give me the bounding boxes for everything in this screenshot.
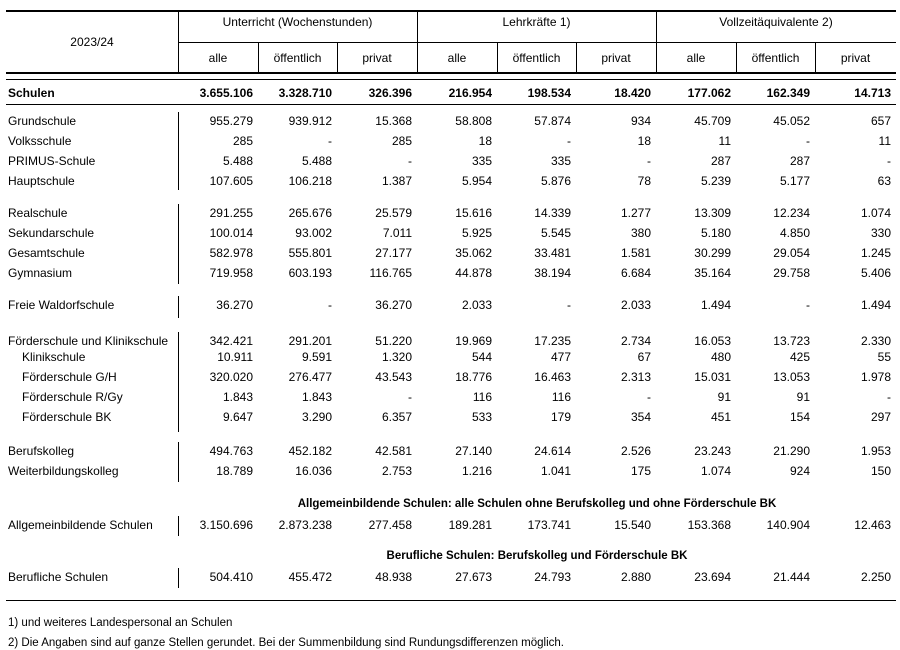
table-cell: 29.758: [773, 266, 810, 280]
table-cell: 603.193: [288, 266, 332, 280]
table-cell: 43.543: [375, 370, 412, 384]
table-cell: 27.140: [455, 444, 492, 458]
table-cell: 2.734: [620, 334, 651, 348]
table-cell: 107.605: [209, 174, 253, 188]
row-label: Gymnasium: [8, 266, 73, 280]
table-cell: 5.406: [860, 266, 891, 280]
table-cell: 29.054: [773, 246, 810, 260]
table-cell: 13.723: [773, 334, 810, 348]
table-cell: 4.850: [779, 226, 810, 240]
table-cell: 452.182: [288, 444, 332, 458]
table-cell: 51.220: [375, 334, 412, 348]
table-cell: -: [328, 298, 332, 312]
table-cell: 2.526: [620, 444, 651, 458]
row-label: Weiterbildungskolleg: [8, 464, 119, 478]
table-cell: 9.647: [222, 410, 253, 424]
table-cell: 15.616: [455, 206, 492, 220]
table-cell: 12.234: [773, 206, 810, 220]
table-cell: 15.031: [694, 370, 731, 384]
table-cell: 14.713: [854, 86, 891, 100]
table-cell: 3.655.106: [199, 86, 253, 100]
table-cell: 21.290: [773, 444, 810, 458]
subheader-privat: privat: [601, 51, 631, 65]
table-cell: 162.349: [766, 86, 810, 100]
table-cell: -: [806, 298, 810, 312]
table-cell: 2.880: [620, 570, 651, 584]
top-border: [6, 10, 896, 12]
table-cell: 9.591: [301, 350, 332, 364]
table-cell: 19.969: [455, 334, 492, 348]
table-cell: 1.320: [381, 350, 412, 364]
table-cell: 1.581: [620, 246, 651, 260]
table-cell: 154: [789, 410, 810, 424]
table-cell: 116: [472, 390, 492, 404]
table-cell: 5.876: [540, 174, 571, 188]
table-cell: 42.581: [375, 444, 412, 458]
table-cell: 153.368: [687, 518, 731, 532]
table-cell: 100.014: [209, 226, 253, 240]
table-cell: 91: [717, 390, 731, 404]
table-cell: 5.488: [222, 154, 253, 168]
table-cell: -: [806, 134, 810, 148]
table-cell: 924: [789, 464, 810, 478]
table-cell: -: [887, 390, 891, 404]
table-cell: 342.421: [209, 334, 253, 348]
table-cell: -: [887, 154, 891, 168]
table-cell: 198.534: [527, 86, 571, 100]
table-cell: 555.801: [288, 246, 332, 260]
table-cell: 55: [877, 350, 891, 364]
table-cell: 45.709: [694, 114, 731, 128]
table-cell: 177.062: [687, 86, 731, 100]
table-cell: 2.033: [461, 298, 492, 312]
table-cell: 18.776: [455, 370, 492, 384]
table-cell: 544: [471, 350, 492, 364]
table-cell: 14.339: [534, 206, 571, 220]
table-cell: 2.250: [860, 570, 891, 584]
table-cell: 116: [551, 390, 571, 404]
table-cell: 5.925: [461, 226, 492, 240]
table-cell: 297: [870, 410, 891, 424]
table-cell: 285: [391, 134, 412, 148]
table-cell: 189.281: [448, 518, 492, 532]
table-cell: 35.062: [455, 246, 492, 260]
table-cell: 23.694: [694, 570, 731, 584]
table-cell: 5.954: [461, 174, 492, 188]
table-cell: 335: [471, 154, 492, 168]
table-cell: 173.741: [527, 518, 571, 532]
table-cell: 18.789: [216, 464, 253, 478]
table-cell: 939.912: [288, 114, 332, 128]
table-cell: 91: [796, 390, 810, 404]
table-bottom-border: [6, 600, 896, 601]
table-cell: 425: [789, 350, 810, 364]
total-row-divider: [6, 104, 896, 105]
table-cell: 1.387: [381, 174, 412, 188]
table-cell: -: [647, 390, 651, 404]
table-cell: 175: [630, 464, 651, 478]
table-cell: 27.177: [375, 246, 412, 260]
table-cell: 67: [637, 350, 651, 364]
table-cell: 10.911: [217, 350, 253, 364]
table-cell: 93.002: [295, 226, 332, 240]
section-heading-allgemeinbildend: Allgemeinbildende Schulen: alle Schulen ohne Berufskolleg und ohne Förderschule BK: [297, 498, 777, 510]
table-cell: 27.673: [455, 570, 492, 584]
table-cell: 1.494: [860, 298, 891, 312]
row-label: Förderschule G/H: [22, 370, 117, 384]
table-cell: 5.180: [700, 226, 731, 240]
table-cell: 6.684: [620, 266, 651, 280]
row-label: Klinikschule: [22, 350, 86, 364]
table-cell: -: [647, 154, 651, 168]
table-cell: 2.753: [381, 464, 412, 478]
row-label: Schulen: [8, 86, 55, 100]
table-cell: 330: [870, 226, 891, 240]
table-cell: 24.793: [534, 570, 571, 584]
table-cell: 285: [232, 134, 253, 148]
table-cell: 216.954: [448, 86, 492, 100]
table-cell: 30.299: [694, 246, 731, 260]
table-cell: 1.245: [860, 246, 891, 260]
table-cell: 1.074: [700, 464, 731, 478]
table-cell: 25.579: [375, 206, 412, 220]
table-cell: 455.472: [288, 570, 332, 584]
row-label: Förderschule BK: [22, 410, 112, 424]
group-header-vollzeitaequivalente: Vollzeitäquivalente 2): [719, 15, 833, 29]
row-label: Allgemeinbildende Schulen: [8, 518, 153, 532]
table-cell: 6.357: [381, 410, 412, 424]
row-label: Hauptschule: [8, 174, 75, 188]
table-cell: 44.878: [455, 266, 492, 280]
table-cell: 12.463: [854, 518, 891, 532]
table-cell: 11: [878, 134, 891, 148]
row-label: Realschule: [8, 206, 68, 220]
table-cell: 18: [637, 134, 651, 148]
table-cell: -: [567, 134, 571, 148]
subheader-oeffentlich: öffentlich: [273, 51, 322, 65]
group-header-lehrkraefte: Lehrkräfte 1): [502, 15, 571, 29]
table-cell: 179: [550, 410, 571, 424]
table-cell: 533: [471, 410, 492, 424]
table-cell: 1.074: [860, 206, 891, 220]
table-cell: 16.053: [694, 334, 731, 348]
table-cell: 116.765: [369, 266, 412, 280]
row-label: Volksschule: [8, 134, 72, 148]
table-cell: 11: [718, 134, 731, 148]
section-heading-beruflich: Berufliche Schulen: Berufskolleg und Förderschule BK: [386, 550, 688, 562]
table-cell: 38.194: [534, 266, 571, 280]
table-cell: 719.958: [209, 266, 253, 280]
table-cell: -: [408, 154, 412, 168]
subheader-privat: privat: [840, 51, 871, 65]
table-cell: 5.239: [700, 174, 731, 188]
table-cell: 57.874: [534, 114, 571, 128]
table-cell: 451: [710, 410, 731, 424]
table-cell: 140.904: [766, 518, 810, 532]
table-cell: 2.330: [860, 334, 891, 348]
table-cell: 63: [877, 174, 891, 188]
subheader-oeffentlich: öffentlich: [512, 51, 561, 65]
table-cell: 955.279: [209, 114, 253, 128]
table-cell: 380: [630, 226, 651, 240]
footnote-2: 2) Die Angaben sind auf ganze Stellen gerundet. Bei der Summenbildung sind Rundungsdifferenzen möglich.: [8, 637, 564, 649]
table-cell: 5.488: [301, 154, 332, 168]
table-cell: 277.458: [368, 518, 412, 532]
table-cell: 58.808: [455, 114, 492, 128]
table-cell: 13.309: [694, 206, 731, 220]
table-cell: 23.243: [694, 444, 731, 458]
table-cell: 326.396: [368, 86, 412, 100]
table-cell: 7.011: [382, 226, 412, 240]
row-label: Freie Waldorfschule: [8, 298, 115, 312]
subheader-privat: privat: [362, 51, 392, 65]
table-cell: 18: [478, 134, 492, 148]
row-label: Sekundarschule: [8, 226, 95, 240]
table-cell: 5.177: [779, 174, 810, 188]
table-cell: 287: [789, 154, 810, 168]
table-cell: 150: [870, 464, 891, 478]
table-cell: 657: [870, 114, 891, 128]
row-label: Berufliche Schulen: [8, 570, 109, 584]
table-cell: 21.444: [773, 570, 810, 584]
row-label: Förderschule R/Gy: [22, 390, 123, 404]
table-cell: 1.494: [700, 298, 731, 312]
table-cell: -: [328, 134, 332, 148]
table-cell: 3.290: [301, 410, 332, 424]
table-cell: 934: [630, 114, 651, 128]
table-cell: 291.201: [288, 334, 332, 348]
table-cell: -: [408, 390, 412, 404]
summary-divider: [6, 79, 896, 80]
table-cell: 36.270: [216, 298, 253, 312]
table-cell: 494.763: [209, 444, 253, 458]
table-cell: 335: [550, 154, 571, 168]
table-cell: 2.313: [620, 370, 651, 384]
table-cell: 276.477: [288, 370, 332, 384]
table-cell: 2.873.238: [278, 518, 332, 532]
table-cell: 1.277: [620, 206, 651, 220]
table-cell: 1.978: [860, 370, 891, 384]
table-cell: 291.255: [209, 206, 253, 220]
table-cell: 1.041: [540, 464, 571, 478]
table-cell: 1.843: [301, 390, 332, 404]
table-cell: -: [567, 298, 571, 312]
row-label: PRIMUS-Schule: [8, 154, 96, 168]
table-cell: 13.053: [773, 370, 810, 384]
table-cell: 35.164: [694, 266, 731, 280]
table-cell: 36.270: [375, 298, 412, 312]
subheader-oeffentlich: öffentlich: [751, 51, 800, 65]
table-cell: 1.843: [222, 390, 253, 404]
group-divider: [178, 42, 896, 43]
table-cell: 17.235: [534, 334, 571, 348]
row-label: Grundschule: [8, 114, 77, 128]
table-cell: 477: [550, 350, 571, 364]
row-label: Gesamtschule: [8, 246, 85, 260]
table-cell: 48.938: [375, 570, 412, 584]
table-cell: 106.218: [288, 174, 332, 188]
row-label: Förderschule und Klinikschule: [8, 334, 169, 348]
table-cell: 15.368: [375, 114, 412, 128]
subheader-alle: alle: [447, 51, 467, 65]
header-bottom-border: [6, 72, 896, 74]
table-cell: 1.216: [461, 464, 492, 478]
year-label: 2023/24: [70, 35, 114, 49]
table-cell: 320.020: [209, 370, 253, 384]
table-cell: 480: [710, 350, 731, 364]
row-label: Berufskolleg: [8, 444, 75, 458]
subheader-alle: alle: [208, 51, 228, 65]
table-cell: 354: [630, 410, 651, 424]
table-cell: 18.420: [614, 86, 651, 100]
table-cell: 287: [710, 154, 731, 168]
table-cell: 2.033: [620, 298, 651, 312]
table-cell: 582.978: [209, 246, 253, 260]
table-cell: 3.328.710: [278, 86, 332, 100]
table-cell: 504.410: [209, 570, 253, 584]
table-cell: 16.463: [534, 370, 571, 384]
subheader-alle: alle: [686, 51, 706, 65]
table-cell: 16.036: [295, 464, 332, 478]
footnote-1: 1) und weiteres Landespersonal an Schulen: [8, 617, 233, 629]
table-cell: 78: [637, 174, 651, 188]
table-cell: 45.052: [773, 114, 810, 128]
table-cell: 265.676: [288, 206, 332, 220]
table-cell: 5.545: [540, 226, 571, 240]
table-cell: 3.150.696: [199, 518, 253, 532]
table-cell: 33.481: [534, 246, 571, 260]
group-header-unterricht: Unterricht (Wochenstunden): [222, 15, 373, 29]
table-cell: 1.953: [860, 444, 891, 458]
table-cell: 15.540: [614, 518, 651, 532]
table-cell: 24.614: [534, 444, 571, 458]
